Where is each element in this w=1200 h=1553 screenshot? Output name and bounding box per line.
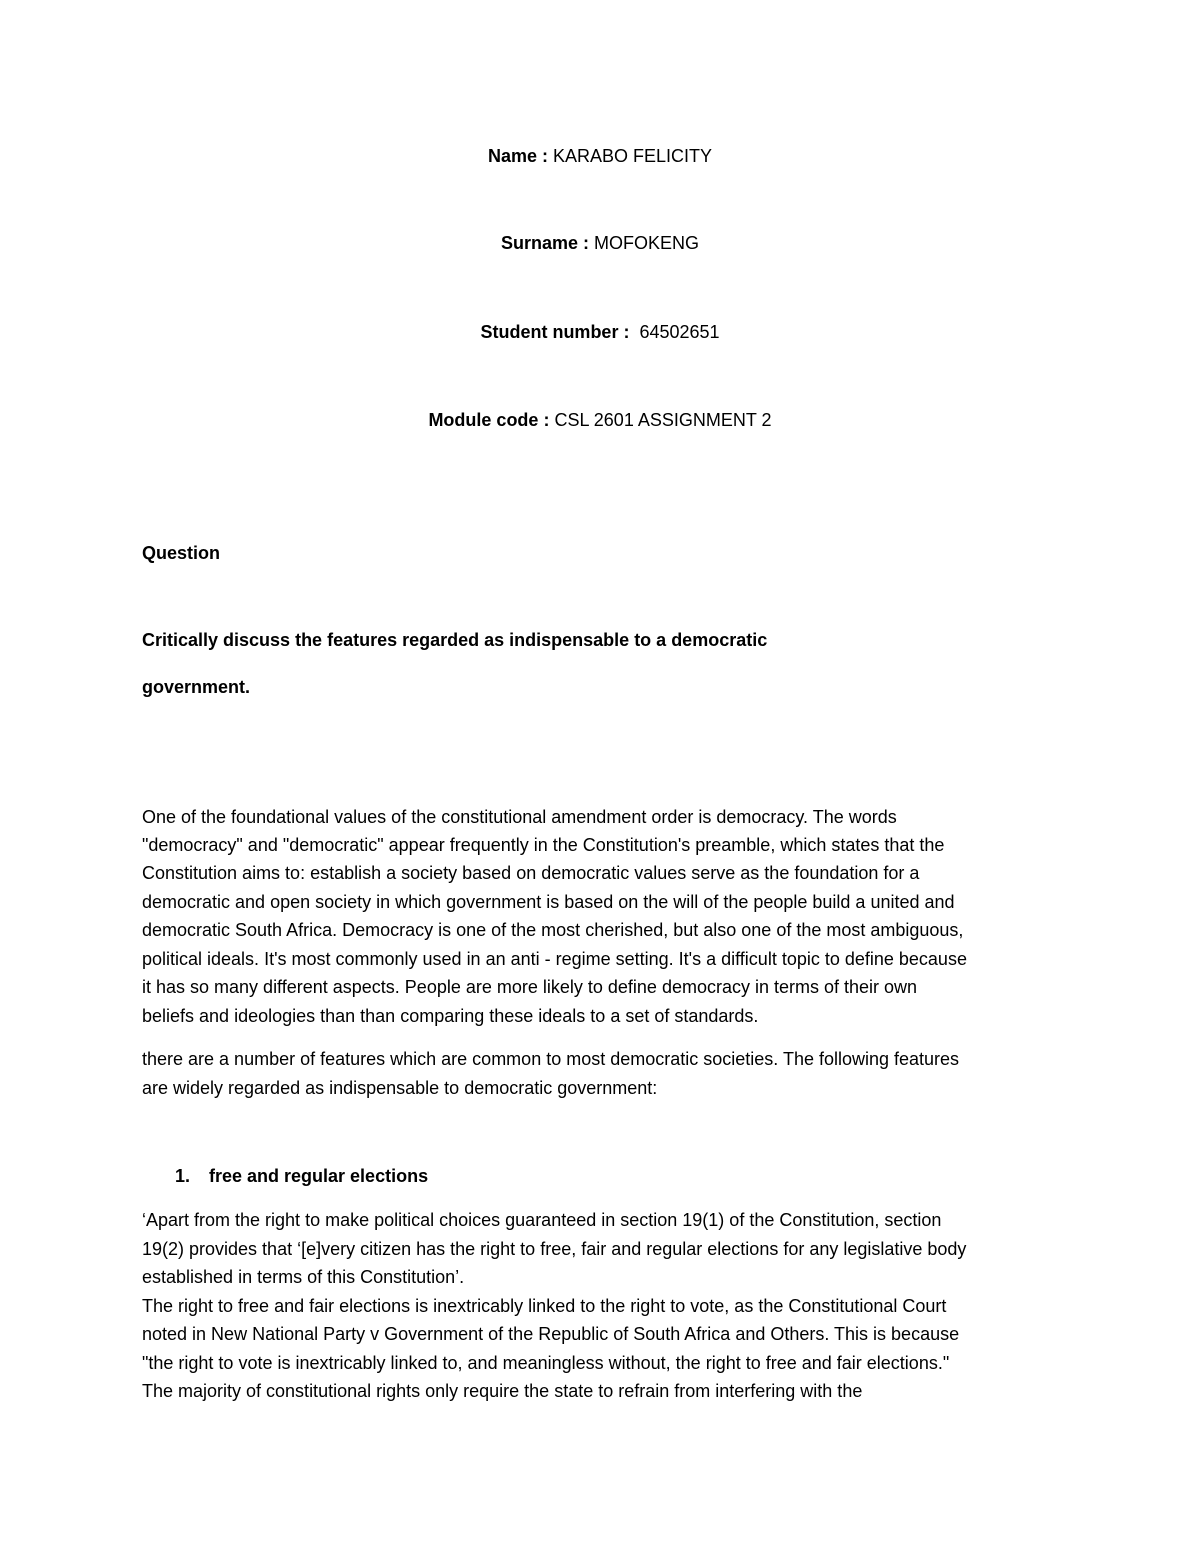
name-value: KARABO FELICITY [547, 146, 713, 166]
name-label: Name : [487, 146, 548, 166]
question-text-line-1: Critically discuss the features regarded as indispensable to a democratic [142, 630, 768, 650]
intro-line: democratic and open society in which government is based on the will of the people build a united and [142, 892, 955, 912]
surname-label: Surname : [500, 233, 589, 253]
module-code-line [0, 409, 1200, 431]
section-1-heading [175, 1165, 428, 1187]
intro-line: Constitution aims to: establish a society based on democratic values serve as the foundation for a [142, 863, 920, 883]
section-1-line: ‘Apart from the right to make political choices guaranteed in section 19(1) of the Constitution, section [142, 1210, 942, 1230]
features-line: are widely regarded as indispensable to democratic government: [142, 1078, 658, 1098]
student-number-value: 64502651 [629, 322, 720, 342]
module-code-label: Module code : [428, 410, 550, 430]
student-number-label: Student number : [480, 322, 630, 342]
section-1-line: noted in New National Party v Government of the Republic of South Africa and Others. This is because [142, 1324, 960, 1344]
module-code-value: CSL 2601 ASSIGNMENT 2 [549, 410, 772, 430]
intro-line: democratic South Africa. Democracy is one of the most cherished, but also one of the most ambiguous, [142, 920, 964, 940]
features-line: there are a number of features which are common to most democratic societies. The following features [142, 1049, 960, 1069]
intro-line: "democracy" and "democratic" appear frequently in the Constitution's preamble, which states that the [142, 835, 945, 855]
intro-line: One of the foundational values of the constitutional amendment order is democracy. The words [142, 807, 897, 827]
section-1-line: The majority of constitutional rights only require the state to refrain from interfering with the [142, 1381, 863, 1401]
section-1-line: 19(2) provides that ‘[e]very citizen has the right to free, fair and regular elections for any legislative body [142, 1239, 967, 1259]
section-1-line: "the right to vote is inextricably linked to, and meaningless without, the right to free and fair elections." [142, 1353, 950, 1373]
question-text-line-2: government. [142, 677, 251, 697]
student-number-line [0, 321, 1200, 343]
intro-line: beliefs and ideologies than than comparing these ideals to a set of standards. [142, 1006, 759, 1026]
section-1-title: free and regular elections [209, 1166, 429, 1186]
intro-line: it has so many different aspects. People are more likely to define democracy in terms of their own [142, 977, 918, 997]
name-line [0, 145, 1200, 167]
question-heading: Question [142, 543, 221, 563]
intro-line: political ideals. It's most commonly used in an anti - regime setting. It's a difficult topic to define because [142, 949, 967, 969]
section-1-number: 1. [175, 1166, 191, 1186]
section-1-line: established in terms of this Constitution’. [142, 1267, 465, 1287]
surname-line [0, 232, 1200, 254]
section-1-line: The right to free and fair elections is inextricably linked to the right to vote, as the Constitutional Court [142, 1296, 947, 1316]
surname-value: MOFOKENG [589, 233, 700, 253]
